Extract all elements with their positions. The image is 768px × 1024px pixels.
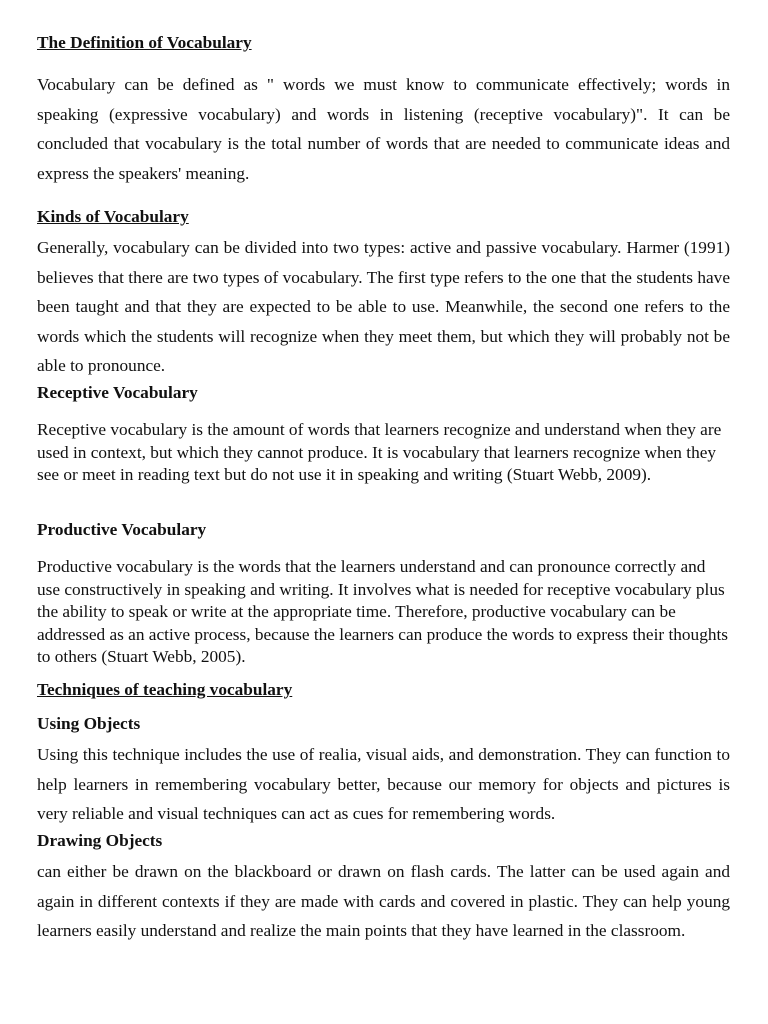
- heading-productive-vocabulary: Productive Vocabulary: [37, 520, 207, 539]
- paragraph-kinds: Generally, vocabulary can be divided into two types: active and passive vocabulary. Harmer (1991) believes that there are two types of vocabulary. The first type refers to the one that the students have been taught and that they are expected to be able to use. Meanwhile, the second one refers to the words which the students will recognize when they meet them, but which they will probably not be able to pronounce.: [37, 238, 730, 375]
- heading-definition-of-vocabulary: The Definition of Vocabulary: [37, 33, 252, 52]
- heading-receptive-vocabulary: Receptive Vocabulary: [37, 383, 198, 402]
- heading-drawing-objects: Drawing Objects: [37, 831, 163, 850]
- paragraph-productive: Productive vocabulary is the words that the learners understand and can pronounce correctly and use constructively in speaking and writing. It involves what is needed for receptive vocabulary plus the ability to speak or write at the appropriate time. Therefore, productive vocabulary can be addressed as an active process, because the learners can produce the words to express their thoughts to others (Stuart Webb, 2005).: [37, 557, 728, 667]
- paragraph-definition: Vocabulary can be defined as " words we must know to communicate effectively; words in speaking (expressive vocabulary) and words in listening (receptive vocabulary)". It can be concluded that vocabulary is the total number of words that are needed to communicate ideas and express the speakers' meaning.: [37, 75, 730, 183]
- paragraph-drawing-objects: can either be drawn on the blackboard or drawn on flash cards. The latter can be used again and again in different contexts if they are made with cards and covered in plastic. They can help young learners easily understand and realize the main points that they have learned in the classroom.: [37, 862, 730, 940]
- heading-techniques-of-teaching: Techniques of teaching vocabulary: [37, 680, 293, 699]
- paragraph-receptive: Receptive vocabulary is the amount of words that learners recognize and understand when they are used in context, but which they cannot produce. It is vocabulary that learners recognize when they see or meet in reading text but do not use it in speaking and writing (Stuart Webb, 2009).: [37, 420, 722, 485]
- heading-using-objects: Using Objects: [37, 714, 141, 733]
- heading-kinds-of-vocabulary: Kinds of Vocabulary: [37, 207, 189, 226]
- paragraph-using-objects: Using this technique includes the use of realia, visual aids, and demonstration. They can function to help learners in remembering vocabulary better, because our memory for objects and pictures is very reliable and visual techniques can act as cues for remembering words.: [37, 745, 730, 823]
